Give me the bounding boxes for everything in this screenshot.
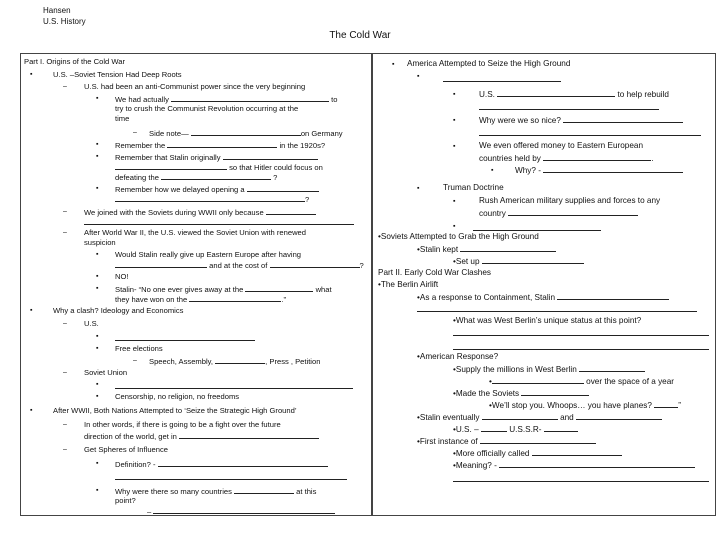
freedoms-item: Speech, Assembly, , Press , Petition (149, 357, 321, 366)
stop-you-item: •We’ll stop you. Whoops… you have planes? ” (489, 401, 681, 410)
made-soviets-item: •Made the Soviets (453, 388, 589, 398)
right-column: ▪ America Attempted to Seize the High Ground ▪ ▪ U.S. to help rebuild ▪ Why were we so nice? ▪ We even offered money to Eastern European countries held by . ▪ Why? - ▪ Truman Doctrine ▪ Rush American military supplies and forces to any country ▪ •Soviets Attempted to Grab the High Ground •Stalin kept •Set up Part II. Early Cold War Clashes •The Berlin Airlift •As a response to Containment, Stalin •What was West Berlin’s unique status at this point? •American Response? •Supply the millions in West Berlin • over the space of a year •Made the Soviets •We’ll stop you. Whoops… you have planes? ” •Stalin eventually and •U.S. – U.S.S.R- •First instance of •More officially called •Meaning? - (372, 53, 716, 516)
point-item: point? (115, 496, 136, 505)
had-actually-item: We had actually to (115, 95, 338, 104)
us-ussr-item: •U.S. – U.S.S.R- (453, 424, 578, 434)
first-instance-item: •First instance of (417, 436, 596, 446)
truman-item: Truman Doctrine (443, 183, 504, 192)
defeating-item: defeating the ? (115, 173, 278, 182)
supply-item: •Supply the millions in West Berlin (453, 364, 645, 374)
over-year-item: • over the space of a year (489, 377, 674, 386)
delay-blank: ? (115, 194, 309, 204)
more-officially-item: •More officially called (453, 448, 622, 458)
direction-item: direction of the world, get in (84, 431, 319, 441)
joined-item: We joined with the Soviets during WWII only because (84, 207, 316, 217)
tension-item: U.S. –Soviet Tension Had Deep Roots (53, 70, 182, 79)
why-so-many-item: Why were there so many countries at this (115, 487, 317, 496)
set-up-item: •Set up (453, 256, 584, 266)
remember-stalin-item: Remember that Stalin originally (115, 152, 318, 162)
cost-item: and at the cost of ? (115, 260, 364, 270)
part2-heading: Part II. Early Cold War Clashes (378, 268, 491, 277)
why-item: Why? - (515, 165, 683, 175)
meaning-item: •Meaning? - (453, 460, 695, 470)
why-nice-item: Why were we so nice? (479, 115, 683, 125)
offered-item: We even offered money to Eastern European (479, 141, 644, 150)
free-elections-item: Free elections (115, 344, 163, 353)
stalin-kept-item: •Stalin kept (417, 244, 556, 254)
point-answer-item: – (147, 506, 335, 516)
crush-item: try to crush the Communist Revolution occurring at the (115, 104, 299, 113)
unique-status-item: •What was West Berlin’s unique status at this point? (453, 316, 642, 325)
remember-delay-item: Remember how we delayed opening a (115, 184, 319, 194)
american-response-item: •American Response? (417, 352, 499, 361)
course-name: U.S. History (43, 17, 86, 26)
so-hitler-item: so that Hitler could focus on (115, 162, 323, 172)
us-rebuild-item: U.S. to help rebuild (479, 90, 669, 99)
spheres-item: Get Spheres of Influence (84, 445, 169, 454)
page-title: The Cold War (329, 30, 391, 41)
after-seize-item: After WWII, Both Nations Attempted to ‘Seize the Strategic High Ground’ (53, 406, 297, 415)
soviet-union-item: Soviet Union (84, 368, 128, 377)
us-item: U.S. (84, 319, 99, 328)
country-item: country (479, 208, 638, 218)
response-item: •As a response to Containment, Stalin (417, 292, 669, 302)
no-item: NO! (115, 272, 129, 281)
after-ww2-item: After World War II, the U.S. viewed the Soviet Union with renewed (84, 228, 307, 237)
berlin-item: •The Berlin Airlift (378, 280, 439, 289)
stalin-quote-item: Stalin- “No one ever gives away at the what (115, 285, 332, 294)
student-name: Hansen (43, 6, 71, 15)
suspicion-item: suspicion (84, 238, 116, 247)
stalin-eventually-item: •Stalin eventually and (417, 412, 662, 422)
rush-item: Rush American military supplies and forces to any (479, 196, 661, 205)
held-by-item: countries held by . (479, 154, 654, 163)
why-clash-item: Why a clash? Ideology and Economics (53, 306, 184, 315)
part1-heading: Part I. Origins of the Cold War (24, 57, 126, 66)
definition-item: Definition? - (115, 459, 328, 469)
anticommunist-item: U.S. had been an anti-Communist power since the very beginning (84, 82, 306, 91)
remember-the-item: Remember the in the 1920s? (115, 141, 326, 150)
censorship-item: Censorship, no religion, no freedoms (115, 392, 240, 401)
america-item: America Attempted to Seize the High Ground (407, 59, 571, 68)
side-note-item: Side note— on Germany (149, 129, 343, 138)
would-stalin-item: Would Stalin really give up Eastern Europe after having (115, 250, 302, 259)
won-on-item: they have won on the .” (115, 295, 286, 304)
soviets-grab-item: •Soviets Attempted to Grab the High Ground (378, 232, 539, 241)
left-column: Part I. Origins of the Cold War ▪ U.S. –Soviet Tension Had Deep Roots – U.S. had been an anti-Communist power since the very beginning ▪ We had actually to try to crush the Communist Revolution occurring at the time – Side note— on Germany ▪ Remember the in the 1920s? ▪ Remember that Stalin originally so that Hitler could focus on defeating the ? ▪ Remember how we delayed opening a ? – We joined with the Soviets during WWII only because – After World War II, the U.S. viewed the Soviet Union with renewed suspicion ▪ Would Stalin really give up Eastern Europe after having and at the cost of ? ▪ NO! ▪ Stalin- “No one ever gives away at the what they have won on the .” ▪ Why a clash? Ideology and Economics – U.S. ▪ ▪ Free elections – Speech, Assembly, , Press , Petition – Soviet Union ▪ ▪ Censorship, no religion, no freedoms ▪ After WWII, Both Nations Attempted to ‘Seize the Strategic High Ground’ – In other words, if there is going to be a fight over the future direction of the world, get in – Get Spheres of Influence ▪ Definition? - ▪ Why were there so many countries at this point? – (20, 53, 372, 516)
time-item: time (115, 114, 130, 123)
other-words-item: In other words, if there is going to be a fight over the future (84, 420, 281, 429)
